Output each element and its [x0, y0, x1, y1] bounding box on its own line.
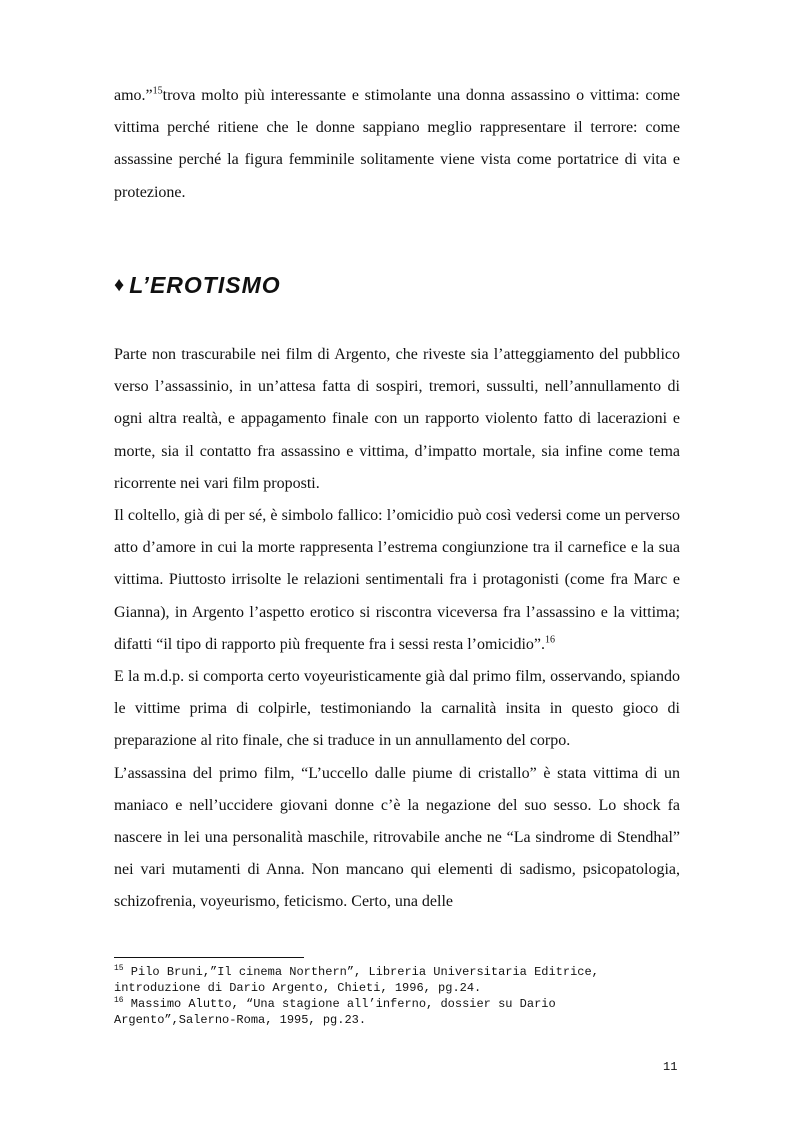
paragraph-3: E la m.d.p. si comporta certo voyeuristicamente già dal primo film, osservando, spiando le vittime prima di colpirle, testimoniando la carnalità insita in questo gioco di preparazione al rito finale, che si traduce in un annullamento del corpo.: [114, 668, 680, 750]
intro-lead: amo.”: [114, 87, 153, 104]
footnote-divider: [114, 957, 304, 958]
footnote-text: Massimo Alutto, “Una stagione all’inferno, dossier su Dario Argento”,Salerno-Roma, 1995, pg.23.: [114, 997, 556, 1027]
paragraph-4: L’assassina del primo film, “L’uccello dalle piume di cristallo” è stata vittima di un maniaco e nell’uccidere giovani donne c’è la negazione del suo sesso. Lo shock fa nascere in lei una personalità maschile, ritrovabile anche ne “La sindrome di Stendhal” nei vari mutamenti di Anna. Non mancano qui elementi di sadismo, psicopatologia, schizofrenia, voyeurismo, feticismo. Certo, una delle: [114, 764, 680, 911]
diamond-bullet-icon: ♦: [114, 274, 126, 296]
intro-paragraph: [114, 80, 680, 209]
footnotes: [114, 964, 680, 1028]
paragraph-1: Parte non trascurabile nei film di Argento, che riveste sia l’atteggiamento del pubblico verso l’assassinio, in un’attesa fatta di sospiri, tremori, sussulti, nell’annullamento di ogni altra realtà, e appagamento finale con un rapporto violento fatto di lacerazioni e morte, sia il contatto fra assassino e vittima, d’impatto mortale, sia infine come tema ricorrente nei vari film proposti.: [114, 346, 680, 492]
section-title: L’EROTISMO: [129, 272, 281, 298]
intro-text: trova molto più interessante e stimolante una donna assassino o vittima: come vittima perché ritiene che le donne sappiano meglio rappresentare il terrore: come assassine perché la figura femminile solitamente viene vista come portatrice di vita e protezione.: [114, 87, 680, 201]
page-body: [114, 80, 680, 911]
footnote-ref-15[interactable]: 15: [152, 85, 163, 97]
page-number: 11: [663, 1060, 678, 1074]
footnote-number: 16: [114, 996, 124, 1005]
footnote-16: [114, 996, 680, 1028]
footnote-number: 15: [114, 964, 124, 973]
footnote-text: Pilo Bruni,”Il cinema Northern”, Libreria Universitaria Editrice, introduzione di Dario Argento, Chieti, 1996, pg.24.: [114, 965, 599, 995]
paragraph-2: [114, 500, 680, 661]
section-body: [114, 339, 680, 919]
footnote-15: [114, 964, 680, 996]
footnote-ref-16[interactable]: 16: [544, 634, 555, 646]
paragraph-2-text: Il coltello, già di per sé, è simbolo fallico: l’omicidio può così vedersi come un perverso atto d’amore in cui la morte rappresenta l’estrema congiunzione tra il carnefice e la sua vittima. Piuttosto irrisolte le relazioni sentimentali fra i protagonisti (come fra Marc e Gianna), in Argento l’aspetto erotico si riscontra viceversa fra l’assassino e la vittima; difatti “il tipo di rapporto più frequente fra i sessi resta l’omicidio”.: [114, 507, 680, 653]
section-heading: [114, 272, 281, 299]
